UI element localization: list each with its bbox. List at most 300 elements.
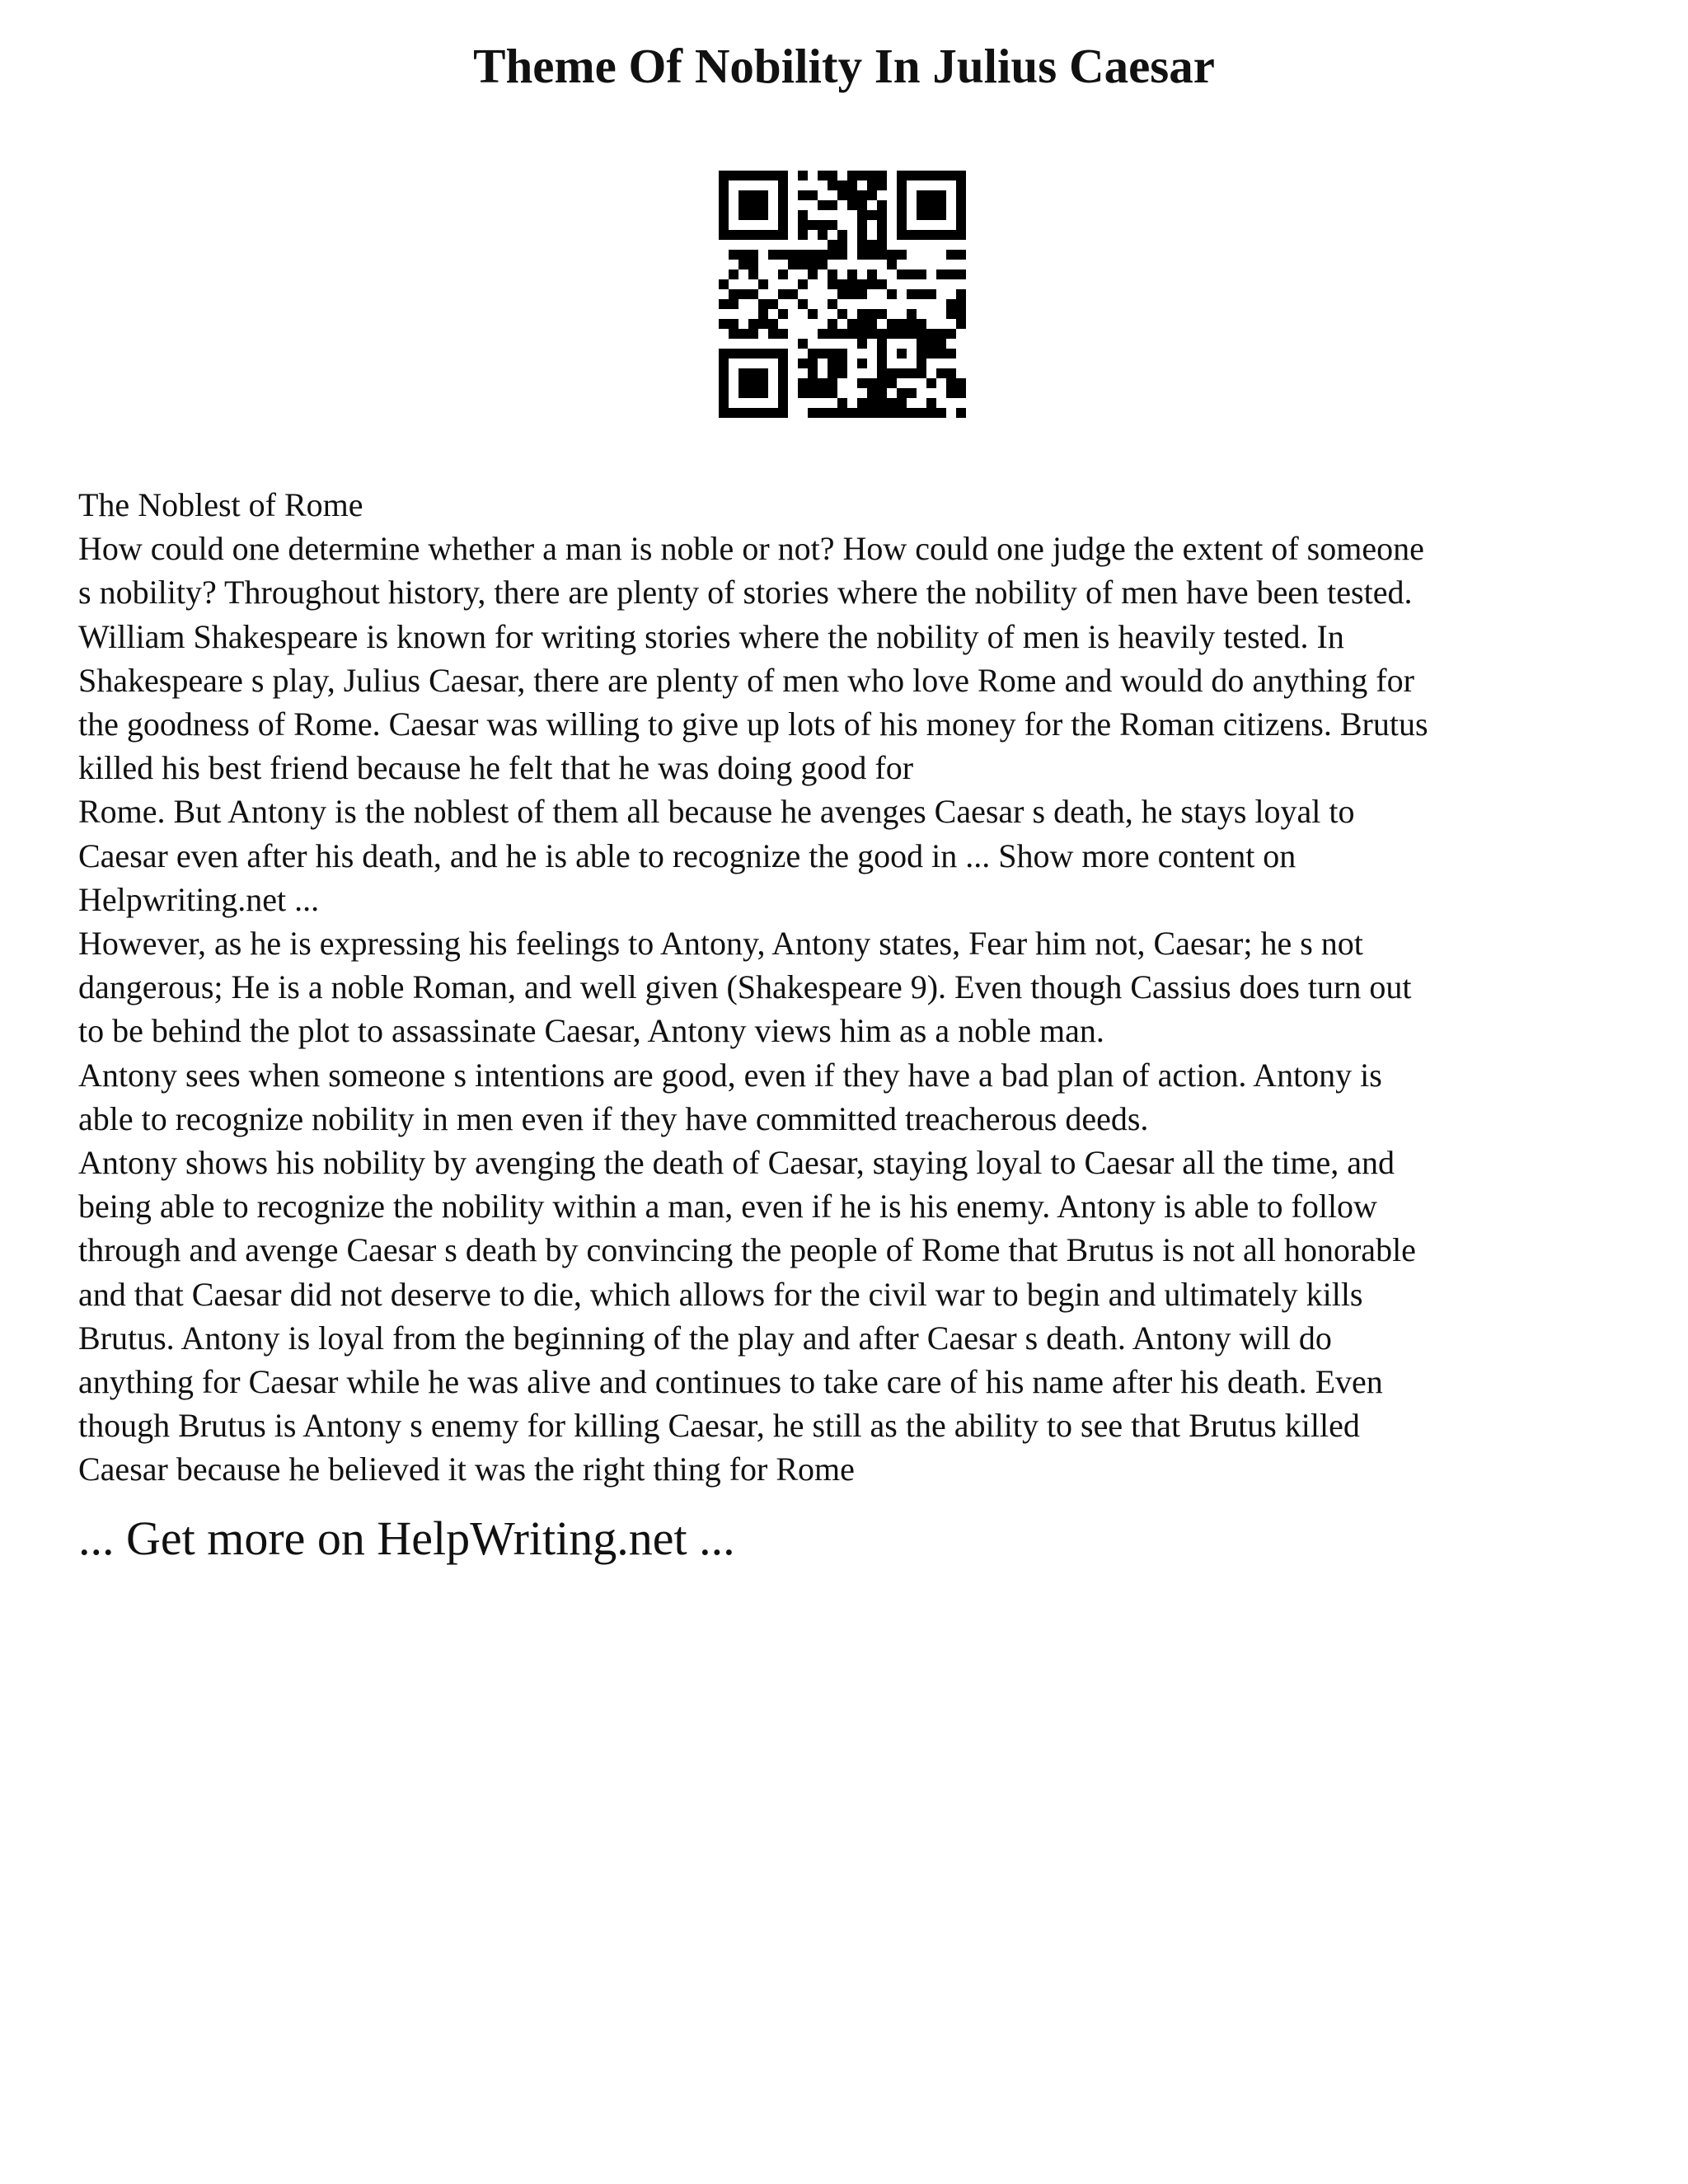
qr-module [917, 171, 926, 180]
qr-module [719, 408, 729, 418]
qr-module [926, 339, 936, 349]
qr-module [719, 210, 729, 220]
qr-module [956, 378, 966, 388]
qr-module [946, 299, 956, 309]
qr-module [837, 190, 847, 200]
qr-module [719, 180, 729, 190]
qr-module [867, 378, 877, 388]
qr-module [867, 388, 877, 398]
qr-module [758, 190, 768, 200]
qr-module [926, 289, 936, 299]
qr-module [818, 329, 828, 339]
qr-module [897, 230, 907, 240]
qr-module [847, 319, 857, 329]
qr-module [748, 269, 758, 279]
qr-module [738, 368, 748, 378]
qr-module [877, 200, 887, 210]
qr-module [778, 180, 788, 190]
qr-module [946, 388, 956, 398]
qr-module [907, 388, 917, 398]
qr-module [857, 220, 867, 230]
qr-module [748, 210, 758, 220]
qr-module [956, 388, 966, 398]
qr-module [917, 289, 926, 299]
qr-module [837, 329, 847, 339]
qr-module [719, 200, 729, 210]
qr-module [738, 378, 748, 388]
qr-module [917, 269, 926, 279]
qr-module [877, 309, 887, 319]
qr-module [956, 289, 966, 299]
body-line: Brutus. Antony is loyal from the beginning of the play and after Caesar s death. Antony will do [78, 1319, 1332, 1357]
qr-module [877, 359, 887, 368]
qr-module [907, 230, 917, 240]
qr-module [808, 388, 818, 398]
qr-module [768, 299, 778, 309]
qr-module [748, 368, 758, 378]
qr-module [946, 368, 956, 378]
qr-module [748, 230, 758, 240]
qr-module [867, 329, 877, 339]
qr-module [837, 359, 847, 368]
body-line: anything for Caesar while he was alive and continues to take care of his name after his death. Even [78, 1363, 1383, 1401]
qr-module [837, 279, 847, 289]
qr-module [837, 250, 847, 260]
qr-module [837, 368, 847, 378]
qr-module [758, 309, 768, 319]
qr-module [729, 319, 738, 329]
qr-module [877, 279, 887, 289]
get-more-link[interactable]: ... Get more on HelpWriting.net ... [78, 1511, 735, 1565]
qr-module [808, 408, 818, 418]
qr-module [857, 319, 867, 329]
qr-module [946, 349, 956, 359]
qr-module [758, 319, 768, 329]
qr-module [867, 250, 877, 260]
qr-module [847, 190, 857, 200]
qr-module [719, 171, 729, 180]
qr-module [758, 200, 768, 210]
qr-module [956, 309, 966, 319]
qr-module [828, 408, 837, 418]
qr-module [926, 210, 936, 220]
qr-module [926, 329, 936, 339]
qr-module [719, 388, 729, 398]
qr-module [857, 339, 867, 349]
qr-module [778, 398, 788, 408]
body-line: s nobility? Throughout history, there are plenty of stories where the nobility of men have been tested. [78, 574, 1413, 612]
qr-module [729, 171, 738, 180]
qr-module [946, 171, 956, 180]
qr-module [857, 171, 867, 180]
qr-module [758, 210, 768, 220]
qr-module [808, 359, 818, 368]
qr-module [808, 378, 818, 388]
body-line: The Noblest of Rome [78, 486, 363, 523]
qr-module [897, 398, 907, 408]
qr-module [907, 309, 917, 319]
qr-module [828, 388, 837, 398]
qr-module [917, 190, 926, 200]
qr-module [738, 289, 748, 299]
qr-module [828, 180, 837, 190]
qr-module [857, 250, 867, 260]
qr-module [828, 279, 837, 289]
qr-module [887, 408, 897, 418]
qr-module [748, 378, 758, 388]
qr-module [758, 299, 768, 309]
qr-module [956, 319, 966, 329]
qr-module [867, 398, 877, 408]
qr-module [877, 250, 887, 260]
qr-module [828, 359, 837, 368]
qr-module [956, 210, 966, 220]
qr-module [907, 368, 917, 378]
qr-module [867, 240, 877, 250]
qr-module [857, 378, 867, 388]
qr-code-icon[interactable] [719, 171, 966, 418]
qr-module [936, 339, 946, 349]
qr-module [897, 388, 907, 398]
qr-module [847, 269, 857, 279]
qr-module [818, 378, 828, 388]
qr-module [877, 368, 887, 378]
qr-module [897, 319, 907, 329]
qr-module [778, 250, 788, 260]
qr-module [729, 230, 738, 240]
qr-module [719, 230, 729, 240]
qr-module [748, 190, 758, 200]
qr-module [738, 388, 748, 398]
qr-module [798, 220, 808, 230]
qr-module [828, 200, 837, 210]
qr-module [926, 171, 936, 180]
qr-module [837, 289, 847, 299]
qr-module [936, 368, 946, 378]
qr-module [798, 388, 808, 398]
qr-module [857, 200, 867, 210]
qr-module [867, 319, 877, 329]
qr-module [758, 349, 768, 359]
qr-module [738, 200, 748, 210]
qr-module [956, 180, 966, 190]
qr-module [778, 408, 788, 418]
qr-module [897, 220, 907, 230]
qr-module [837, 240, 847, 250]
body-line: Rome. But Antony is the noblest of them all because he avenges Caesar s death, he stays loyal to [78, 793, 1355, 831]
qr-module [778, 269, 788, 279]
qr-module [857, 240, 867, 250]
qr-module [917, 368, 926, 378]
qr-module [729, 250, 738, 260]
qr-module [748, 408, 758, 418]
qr-module [907, 289, 917, 299]
qr-module [857, 408, 867, 418]
qr-module [818, 408, 828, 418]
qr-module [956, 250, 966, 260]
qr-module [837, 408, 847, 418]
qr-module [907, 329, 917, 339]
qr-module [877, 180, 887, 190]
qr-module [936, 171, 946, 180]
qr-module [877, 388, 887, 398]
qr-module [837, 180, 847, 190]
qr-module [857, 279, 867, 289]
qr-module [738, 210, 748, 220]
body-line: dangerous; He is a noble Roman, and well given (Shakespeare 9). Even though Cassius does turn out [78, 968, 1412, 1006]
qr-module [926, 408, 936, 418]
qr-module [867, 171, 877, 180]
qr-module [808, 269, 818, 279]
qr-module [798, 230, 808, 240]
qr-module [867, 190, 877, 200]
page-title: Theme Of Nobility In Julius Caesar [473, 39, 1215, 93]
qr-module [778, 388, 788, 398]
qr-module [729, 269, 738, 279]
qr-module [837, 309, 847, 319]
body-line: However, as he is expressing his feelings to Antony, Antony states, Fear him not, Caesar; he s not [78, 925, 1363, 963]
qr-module [808, 309, 818, 319]
qr-module [788, 250, 798, 260]
qr-module [897, 329, 907, 339]
qr-module [748, 319, 758, 329]
qr-module [729, 329, 738, 339]
qr-module [887, 378, 897, 388]
qr-module [778, 230, 788, 240]
qr-module [907, 171, 917, 180]
qr-module [808, 220, 818, 230]
qr-module [719, 190, 729, 200]
qr-module [837, 230, 847, 240]
qr-module [887, 368, 897, 378]
qr-module [857, 329, 867, 339]
qr-module [738, 349, 748, 359]
qr-module [926, 378, 936, 388]
qr-module [956, 190, 966, 200]
qr-module [926, 349, 936, 359]
qr-module [917, 408, 926, 418]
qr-module [818, 220, 828, 230]
qr-module [897, 200, 907, 210]
qr-module [719, 220, 729, 230]
qr-module [719, 319, 729, 329]
qr-module [778, 329, 788, 339]
qr-module [857, 309, 867, 319]
qr-module [887, 319, 897, 329]
qr-module [758, 368, 768, 378]
qr-module [808, 368, 818, 378]
body-line: Caesar because he believed it was the right thing for Rome [78, 1451, 855, 1488]
qr-module [778, 349, 788, 359]
qr-module [887, 250, 897, 260]
qr-module [926, 200, 936, 210]
qr-module [867, 408, 877, 418]
qr-module [857, 398, 867, 408]
qr-module [828, 299, 837, 309]
qr-module [719, 398, 729, 408]
qr-module [808, 190, 818, 200]
qr-module [738, 230, 748, 240]
body-line: though Brutus is Antony s enemy for killing Caesar, he still as the ability to see that Brutus killed [78, 1407, 1360, 1445]
qr-module [956, 408, 966, 418]
qr-module [748, 171, 758, 180]
qr-module [887, 289, 897, 299]
qr-module [768, 230, 778, 240]
qr-module [926, 398, 936, 408]
qr-module [877, 220, 887, 230]
qr-module [887, 398, 897, 408]
qr-module [867, 180, 877, 190]
qr-module [897, 210, 907, 220]
qr-module [768, 349, 778, 359]
qr-module [738, 190, 748, 200]
qr-module [907, 319, 917, 329]
qr-module [847, 180, 857, 190]
qr-module [936, 349, 946, 359]
qr-module [719, 378, 729, 388]
qr-module [917, 329, 926, 339]
qr-module [828, 368, 837, 378]
qr-module [758, 230, 768, 240]
qr-module [778, 171, 788, 180]
qr-module [808, 349, 818, 359]
body-line: Antony shows his nobility by avenging the death of Caesar, staying loyal to Caesar all the time, and [78, 1144, 1395, 1182]
qr-module [808, 250, 818, 260]
qr-module [936, 200, 946, 210]
qr-module [768, 329, 778, 339]
qr-module [956, 171, 966, 180]
qr-module [907, 269, 917, 279]
qr-module [778, 368, 788, 378]
qr-module [877, 398, 887, 408]
qr-module [857, 230, 867, 240]
qr-module [798, 359, 808, 368]
qr-module [748, 250, 758, 260]
qr-module [778, 359, 788, 368]
qr-module [748, 289, 758, 299]
qr-module [768, 250, 778, 260]
qr-module [917, 339, 926, 349]
qr-module [818, 260, 828, 269]
qr-module [897, 180, 907, 190]
qr-module [719, 368, 729, 378]
qr-module [748, 349, 758, 359]
qr-module [907, 408, 917, 418]
qr-module [857, 210, 867, 220]
qr-module [828, 319, 837, 329]
qr-module [818, 171, 828, 180]
qr-module [877, 230, 887, 240]
qr-module [748, 388, 758, 398]
qr-module [936, 329, 946, 339]
qr-module [738, 408, 748, 418]
qr-module [768, 171, 778, 180]
body-line: Helpwriting.net ... [78, 880, 320, 918]
qr-module [877, 240, 887, 250]
body-line: being able to recognize the nobility within a man, even if he is his enemy. Antony is able to follow [78, 1188, 1377, 1226]
qr-module [798, 250, 808, 260]
qr-module [788, 260, 798, 269]
qr-module [917, 349, 926, 359]
qr-module [828, 250, 837, 260]
qr-module [936, 210, 946, 220]
qr-module [818, 250, 828, 260]
qr-module [738, 260, 748, 269]
qr-module [946, 250, 956, 260]
qr-module [887, 329, 897, 339]
qr-module [897, 269, 907, 279]
qr-module [788, 289, 798, 299]
qr-module [798, 171, 808, 180]
qr-module [897, 368, 907, 378]
qr-module [748, 329, 758, 339]
body-line: How could one determine whether a man is noble or not? How could one judge the extent of someone [78, 530, 1424, 568]
qr-module [936, 230, 946, 240]
qr-module [818, 388, 828, 398]
qr-module [758, 408, 768, 418]
qr-module [798, 339, 808, 349]
qr-module [946, 309, 956, 319]
qr-module [847, 279, 857, 289]
qr-module [926, 190, 936, 200]
qr-module [758, 388, 768, 398]
qr-module [818, 230, 828, 240]
qr-module [738, 250, 748, 260]
qr-module [828, 240, 837, 250]
body-line: killed his best friend because he felt that he was doing good for [78, 749, 914, 787]
body-line: and that Caesar did not deserve to die, which allows for the civil war to begin and ultimately kills [78, 1275, 1363, 1313]
qr-module [828, 349, 837, 359]
qr-module [857, 190, 867, 200]
qr-module [946, 329, 956, 339]
qr-module [956, 220, 966, 230]
qr-module [877, 339, 887, 349]
qr-module [936, 408, 946, 418]
qr-module [917, 230, 926, 240]
qr-module [897, 408, 907, 418]
qr-module [877, 378, 887, 388]
qr-module [956, 230, 966, 240]
qr-module [847, 289, 857, 299]
qr-module [758, 378, 768, 388]
qr-module [828, 378, 837, 388]
qr-module [778, 220, 788, 230]
qr-module [758, 171, 768, 180]
qr-module [897, 190, 907, 200]
body-line: through and avenge Caesar s death by convincing the people of Rome that Brutus is not all honorable [78, 1231, 1416, 1269]
qr-module [897, 250, 907, 260]
body-line: able to recognize nobility in men even if they have committed treacherous deeds. [78, 1099, 1149, 1137]
qr-module [768, 319, 778, 329]
qr-module [719, 299, 729, 309]
qr-module [847, 329, 857, 339]
qr-module [798, 378, 808, 388]
qr-module [936, 190, 946, 200]
body-line: the goodness of Rome. Caesar was willing to give up lots of his money for the Roman citizens. Brutus [78, 705, 1428, 743]
qr-module [867, 309, 877, 319]
qr-module [748, 200, 758, 210]
qr-module [956, 299, 966, 309]
qr-module [798, 190, 808, 200]
qr-module [758, 279, 768, 289]
qr-module [946, 230, 956, 240]
qr-module [877, 329, 887, 339]
qr-module [778, 210, 788, 220]
qr-module [818, 200, 828, 210]
qr-module [837, 349, 847, 359]
qr-module [877, 171, 887, 180]
qr-module [877, 349, 887, 359]
